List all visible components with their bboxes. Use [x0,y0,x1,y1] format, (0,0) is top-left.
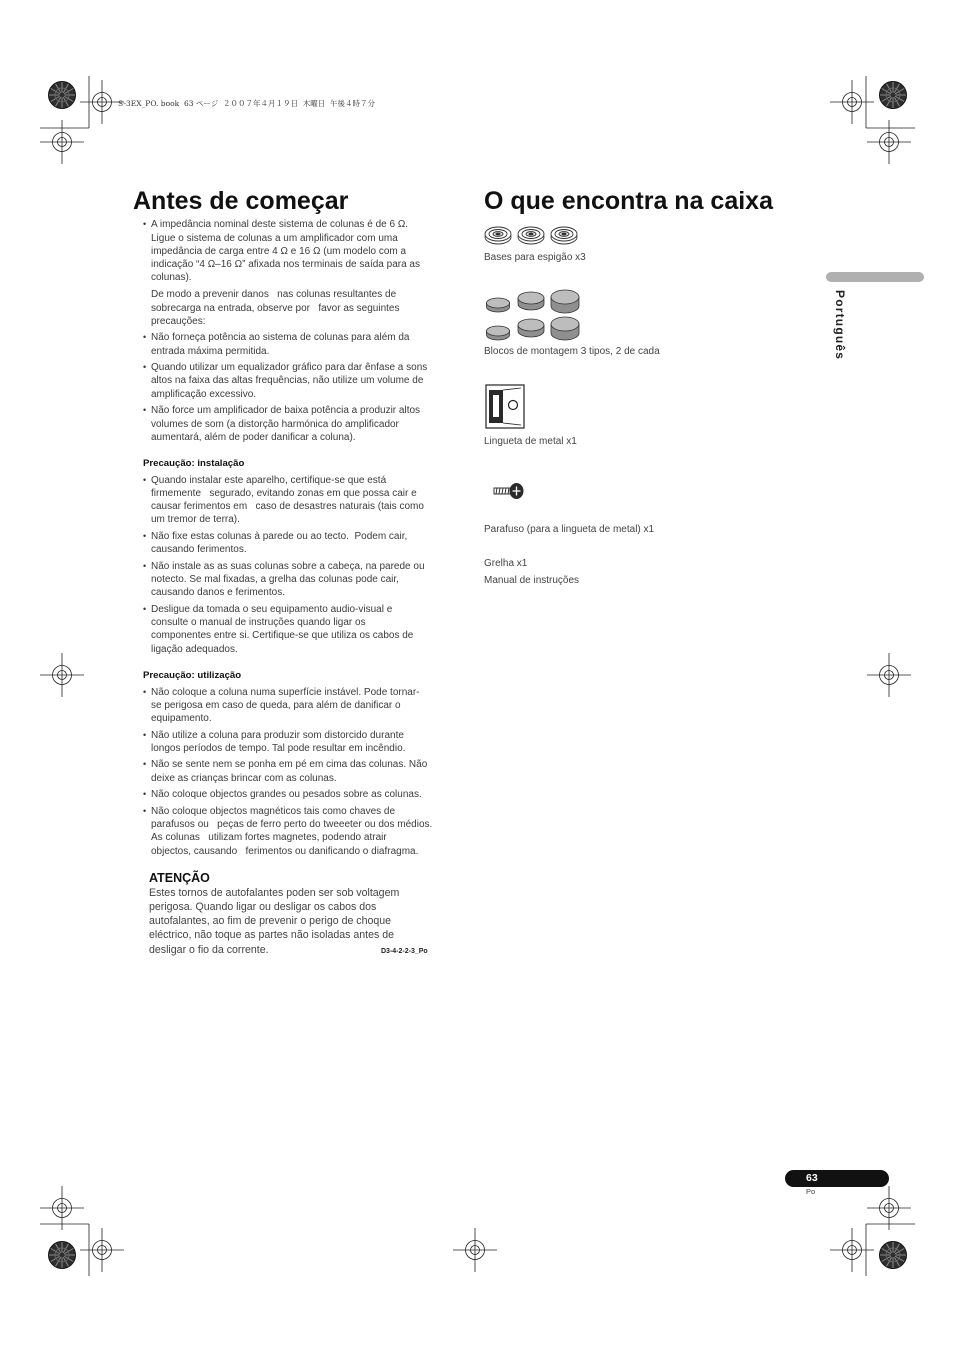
mounting-block-icon [484,288,584,344]
registration-mark [867,120,911,164]
metal-bracket-icon [485,384,527,430]
print-header: S-3EX_PO. book 63 ページ ２００７年４月１９日 木曜日 午後４時７分 [118,99,376,108]
language-tab-label: Português [833,290,847,361]
language-tab-bar [826,272,924,282]
list-item: • Não fixe estas colunas à parede ou ao tecto. Podem cair, causando ferimentos. [143,530,463,557]
screw-icon [493,482,525,500]
item-label: Lingueta de metal x1 [484,436,577,448]
color-target-icon [49,1242,76,1269]
list-item: • Quando utilizar um equalizador gráfico para dar ênfase a sons altos na faixa das altas frequências, não utilize um volume de amplificação excessivo. [143,361,463,401]
registration-mark [830,1228,874,1272]
page-number: 63 [806,1172,818,1184]
list-item: • Não force um amplificador de baixa potência a produzir altos volumes de som (a distorção harmónica do amplificador aumentará, além de poder danificar a coluna). [143,404,463,444]
warning-text: Estes tornos de autofalantes poden ser sob voltagem perigosa. Quando ligar ou desligar os cabos dos autofalantes, ao fim de prevenir o perigo de choque eléctrico, não toque as partes não isoladas antes de desligar o fio da corrente. [149,886,400,956]
list-item: • Não coloque a coluna numa superfície instável. Pode tornar- se perigosa em caso de queda, para além de danificar o equipamento. [143,686,463,726]
document-code: D3-4-2-2-3_Po [381,948,428,955]
mounting-block-thin [487,326,510,340]
item-label: Parafuso (para a lingueta de metal) x1 [484,524,655,536]
mounting-block-thin [487,298,510,312]
color-target-icon [49,82,76,109]
item-label: Blocos de montagem 3 tipos, 2 de cada [484,346,660,358]
spike-base-icon [484,222,584,248]
overload-note: De modo a prevenir danos nas colunas resultantes de sobrecarga na entrada, observe por favor as seguintes precauções: [151,289,400,327]
list-item: • Não utilize a coluna para produzir som distorcido durante longos períodos de tempo. Tal pode resultar em incêndio. [143,729,463,756]
registration-mark [40,1186,84,1230]
registration-mark [867,1186,911,1230]
color-target-icon [880,82,907,109]
warning-heading: ATENÇÃO [149,870,210,885]
list-item: • Não forneça potência ao sistema de colunas para além da entrada máxima permitida. [143,331,463,358]
mounting-block-medium [518,319,544,337]
color-target-icon [880,1242,907,1269]
list-item: • Desligue da tomada o seu equipamento audio-visual e consulte o manual de instruções quando ligar os componentes entre si. Certifique-se que utiliza os cabos de ligação adequados. [143,603,463,656]
installation-heading: Precaução: instalação [143,458,245,470]
page-number-badge [785,1170,889,1187]
section-title-whats-in-the-box: O que encontra na caixa [484,187,773,215]
registration-mark [453,1228,497,1272]
list-item: • Não coloque objectos magnéticos tais como chaves de parafusos ou peças de ferro perto do tweeeter ou dos médios. As colunas utilizam fortes magnetes, podendo atrair objectos, causando ferimentos ou danificando o diafragma. [143,805,463,858]
mounting-block-medium [518,292,544,310]
usage-heading: Precaução: utilização [143,670,242,682]
registration-mark [40,653,84,697]
list-item: • Não se sente nem se ponha em pé em cima das colunas. Não deixe as crianças brincar com as colunas. [143,758,463,785]
registration-mark [830,80,874,124]
mounting-block-thick [551,317,579,340]
page-language-code: Po [806,1187,816,1196]
precautions-column [143,218,463,957]
section-title-before-starting: Antes de começar [133,187,349,215]
list-item: • Não instale as as suas colunas sobre a cabeça, na parede ou notecto. Se mal fixadas, a grelha das colunas pode cair, causando danos e ferimentos. [143,560,463,600]
spike-base [485,227,511,244]
registration-mark [867,653,911,697]
list-item: • Quando instalar este aparelho, certifique-se que está firmemente segurado, evitando zonas em que possa cair e causar ferimentos em caso de desastres naturais (tais como um tremor de terra). [143,474,463,527]
item-label: Grelha x1 [484,558,528,570]
list-item: • Não coloque objectos grandes ou pesados sobre as colunas. [143,788,463,801]
item-label: Manual de instruções [484,575,580,587]
spike-base [551,227,577,244]
registration-mark [40,120,84,164]
registration-mark [80,1228,124,1272]
list-item: • A impedância nominal deste sistema de colunas é de 6 Ω. Ligue o sistema de colunas a um amplificador com uma impedância de carga entre 4 Ω e 16 Ω (um modelo com a indicação “4 Ω–16 Ω” afixada nos terminais de saída para as colunas). [143,218,463,284]
mounting-block-thick [551,290,579,313]
item-label: Bases para espigão x3 [484,252,586,264]
spike-base [518,227,544,244]
